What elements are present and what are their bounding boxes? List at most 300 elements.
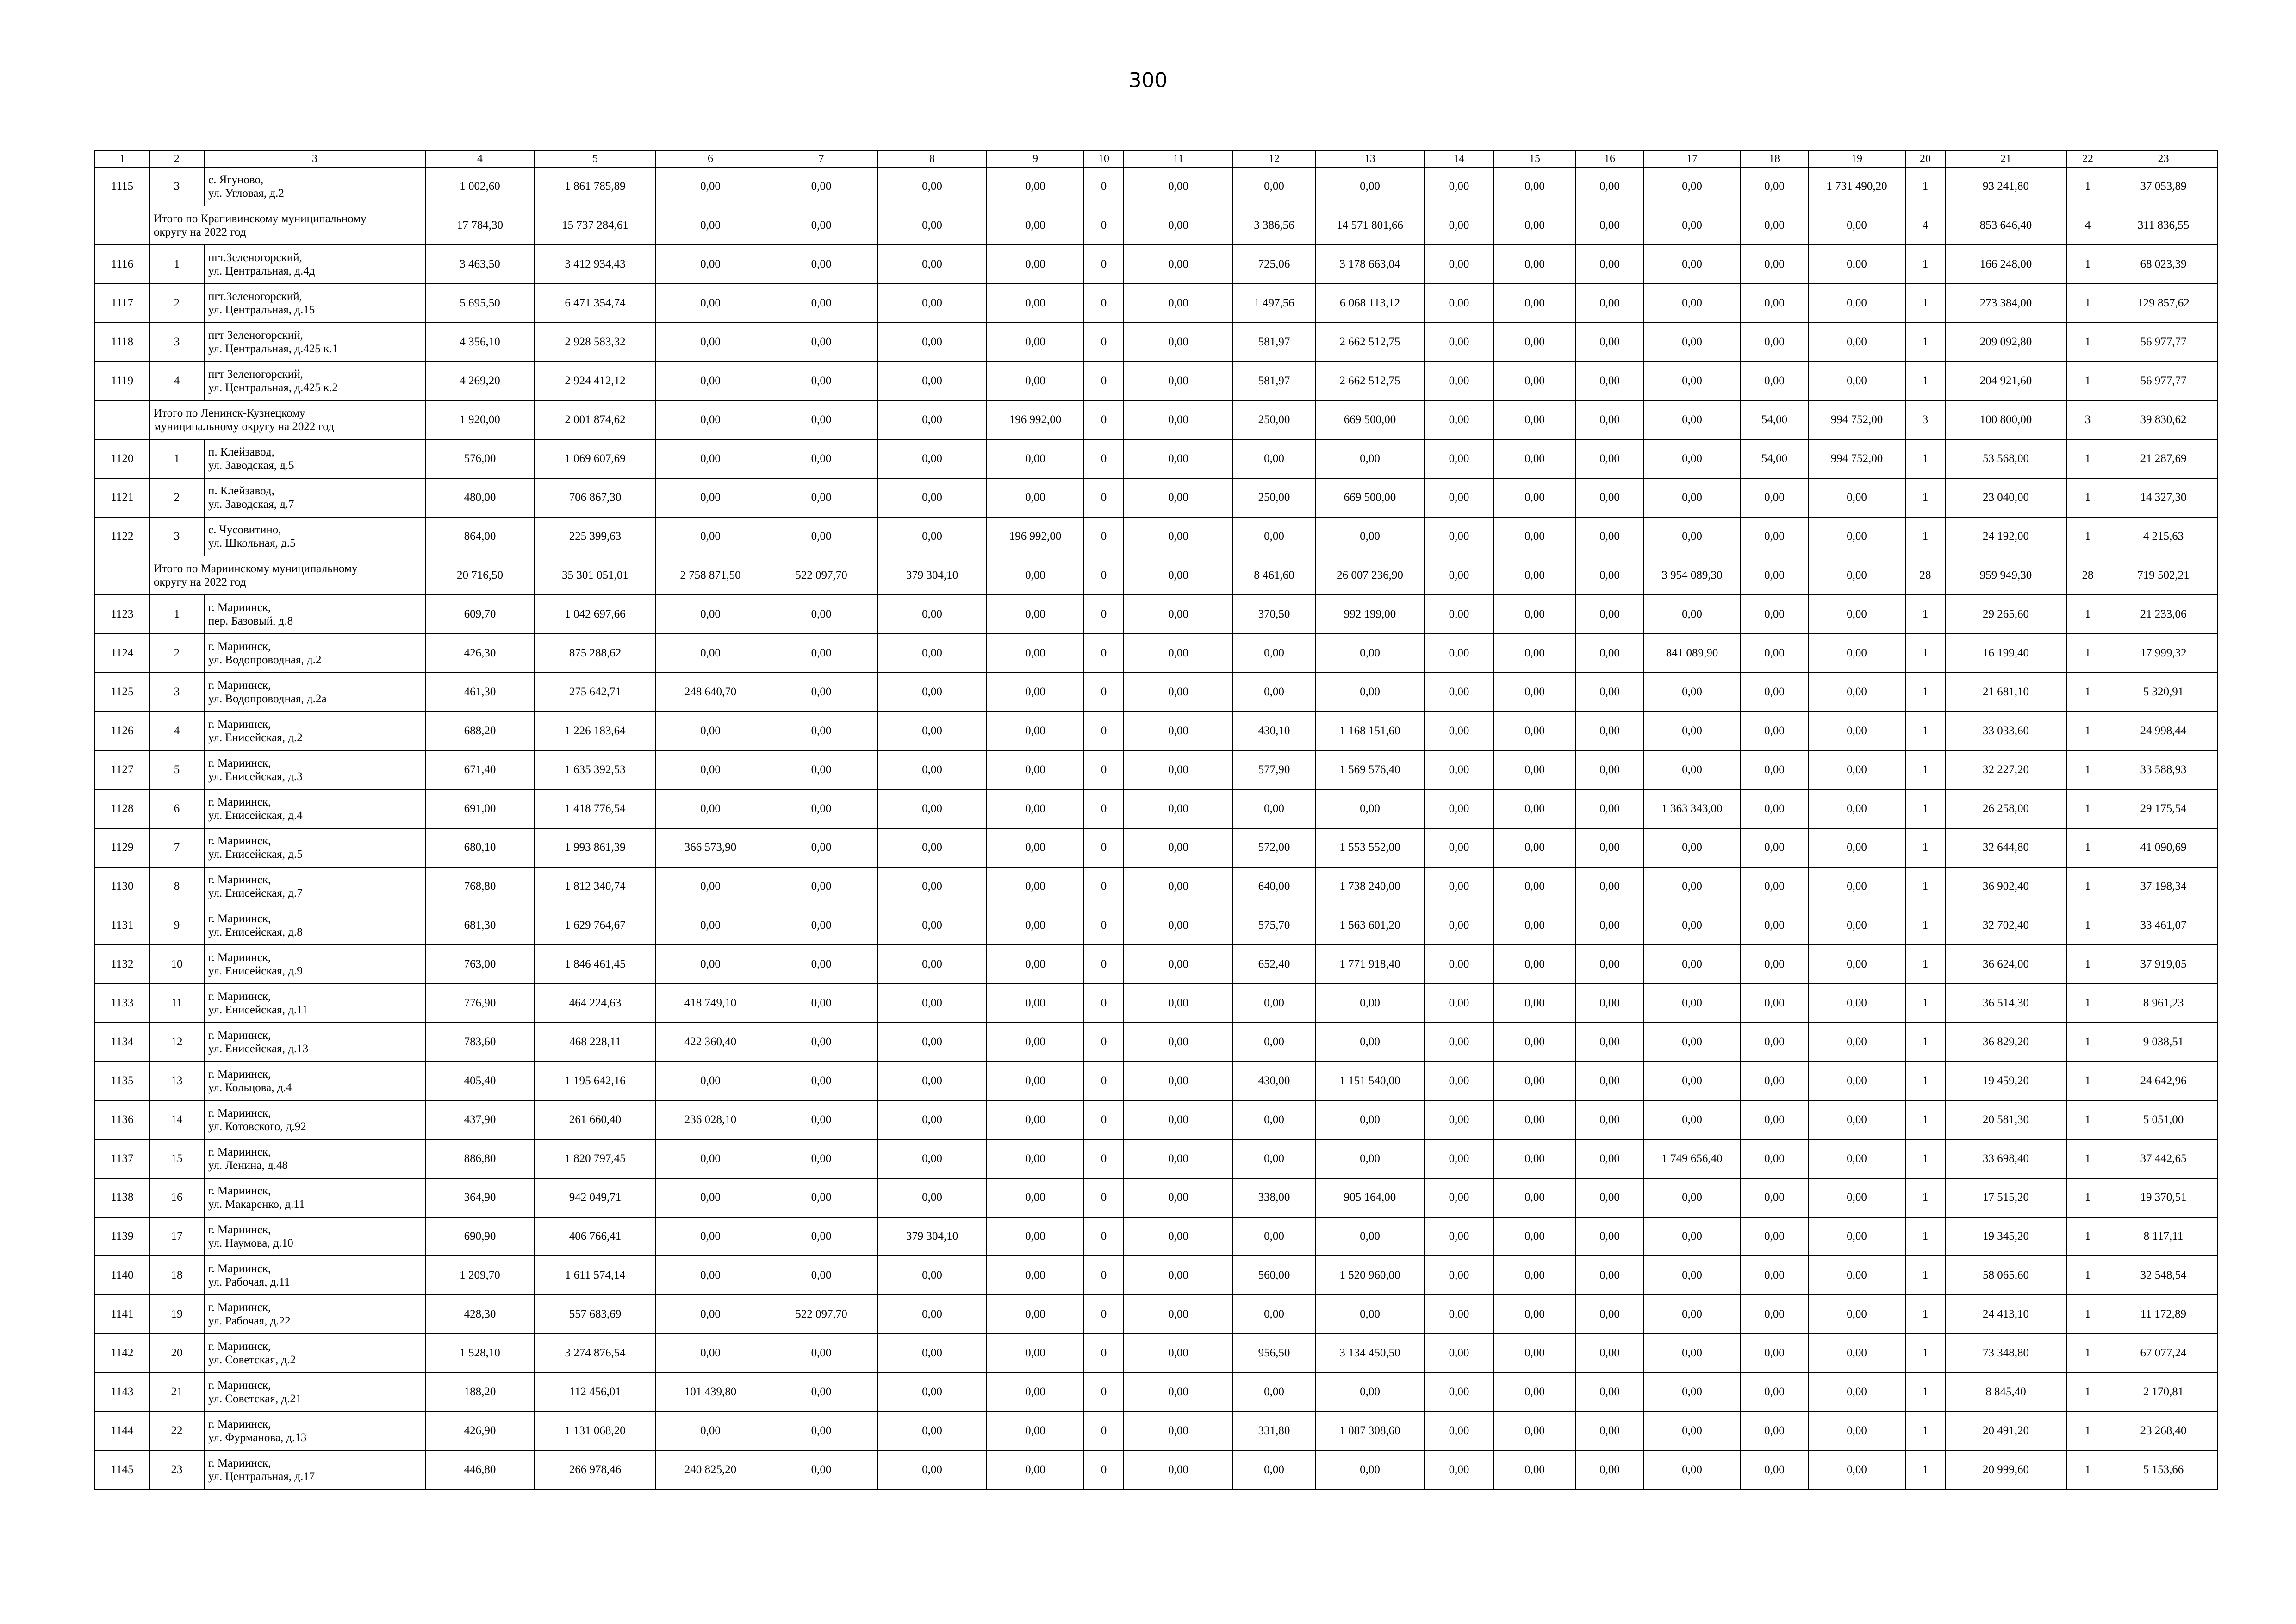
value-cell: 0,00: [1425, 1256, 1493, 1295]
value-cell: 581,97: [1233, 323, 1315, 362]
value-cell: 0,00: [1576, 362, 1643, 400]
value-cell: 1: [1905, 984, 1945, 1023]
table-row: [95, 828, 2218, 867]
value-cell: 0,00: [1233, 673, 1315, 712]
value-cell: 0,00: [1643, 984, 1741, 1023]
row-number-cell: 1: [149, 245, 204, 284]
value-cell: 0: [1084, 1100, 1124, 1139]
value-cell: 3 954 089,30: [1643, 556, 1741, 595]
value-cell: 1: [2066, 712, 2109, 750]
value-cell: 273 384,00: [1945, 284, 2066, 323]
value-cell: 1: [2066, 1450, 2109, 1489]
value-cell: 0: [1084, 1450, 1124, 1489]
value-cell: 0,00: [656, 1256, 765, 1295]
value-cell: 0,00: [987, 867, 1084, 906]
value-cell: 1 738 240,00: [1315, 867, 1425, 906]
value-cell: 0,00: [1233, 984, 1315, 1023]
value-cell: 776,90: [425, 984, 535, 1023]
header-row: [95, 150, 2218, 167]
value-cell: 572,00: [1233, 828, 1315, 867]
address-cell: [204, 984, 425, 1023]
value-cell: 379 304,10: [877, 1217, 987, 1256]
value-cell: 0,00: [765, 1178, 877, 1217]
address-line: пер. Базовый, д.8: [208, 615, 293, 627]
value-cell: 1: [1905, 750, 1945, 789]
value-cell: 1: [2066, 867, 2109, 906]
value-cell: 0,00: [1124, 478, 1233, 517]
value-cell: 0,00: [877, 1100, 987, 1139]
address-line: г. Мариинск,: [208, 951, 271, 964]
value-cell: 6 068 113,12: [1315, 284, 1425, 323]
value-cell: 33 698,40: [1945, 1139, 2066, 1178]
value-cell: 0,00: [765, 1412, 877, 1450]
row-number-cell: 16: [149, 1178, 204, 1217]
value-cell: 669 500,00: [1315, 478, 1425, 517]
value-cell: 4: [2066, 206, 2109, 245]
value-cell: 0,00: [1493, 673, 1576, 712]
value-cell: 0,00: [1576, 750, 1643, 789]
value-cell: 1: [2066, 517, 2109, 556]
value-cell: 3 274 876,54: [535, 1334, 656, 1373]
value-cell: 0,00: [1643, 167, 1741, 206]
value-cell: 1: [2066, 789, 2109, 828]
value-cell: 6 471 354,74: [535, 284, 656, 323]
column-header: 16: [1576, 150, 1643, 167]
address-line: пгт.Зеленогорский,: [208, 290, 302, 303]
table-row: [95, 1139, 2218, 1178]
address-cell: [204, 1178, 425, 1217]
row-id-cell: 1142: [95, 1334, 149, 1373]
value-cell: 0,00: [765, 478, 877, 517]
value-cell: 0,00: [877, 1139, 987, 1178]
table-row: [95, 750, 2218, 789]
value-cell: 37 919,05: [2109, 945, 2218, 984]
value-cell: 1: [1905, 362, 1945, 400]
value-cell: 0,00: [1808, 945, 1905, 984]
value-cell: 0,00: [1808, 984, 1905, 1023]
value-cell: 0,00: [1493, 1100, 1576, 1139]
row-number-cell: 3: [149, 323, 204, 362]
value-cell: 464 224,63: [535, 984, 656, 1023]
address-line: г. Мариинск,: [208, 640, 271, 653]
table-row: [95, 1217, 2218, 1256]
address-cell: [204, 1450, 425, 1489]
value-cell: 0,00: [1124, 945, 1233, 984]
value-cell: 0,00: [1315, 1450, 1425, 1489]
value-cell: 0,00: [1576, 1373, 1643, 1412]
address-line: пгт Зеленогорский,: [208, 329, 303, 342]
row-number-cell: 2: [149, 478, 204, 517]
value-cell: 1: [2066, 750, 2109, 789]
value-cell: 1: [1905, 1373, 1945, 1412]
value-cell: 0,00: [1643, 439, 1741, 478]
value-cell: 23 040,00: [1945, 478, 2066, 517]
column-header: 5: [535, 150, 656, 167]
address-line: ул. Макаренко, д.11: [208, 1198, 305, 1211]
value-cell: 1: [1905, 323, 1945, 362]
value-cell: 5 153,66: [2109, 1450, 2218, 1489]
value-cell: 0: [1084, 750, 1124, 789]
value-cell: 0,00: [1233, 1295, 1315, 1334]
value-cell: 8 461,60: [1233, 556, 1315, 595]
table-row: [95, 284, 2218, 323]
value-cell: 0,00: [1576, 712, 1643, 750]
value-cell: 557 683,69: [535, 1295, 656, 1334]
value-cell: 1: [2066, 906, 2109, 945]
value-cell: 430,10: [1233, 712, 1315, 750]
value-cell: 248 640,70: [656, 673, 765, 712]
value-cell: 0,00: [987, 634, 1084, 673]
value-cell: 0,00: [1124, 867, 1233, 906]
value-cell: 0,00: [1643, 1100, 1741, 1139]
value-cell: 0,00: [987, 673, 1084, 712]
value-cell: 1: [2066, 1256, 2109, 1295]
value-cell: 0,00: [656, 1139, 765, 1178]
address-line: г. Мариинск,: [208, 1340, 271, 1353]
value-cell: 0,00: [1315, 439, 1425, 478]
value-cell: 0,00: [765, 712, 877, 750]
value-cell: 0,00: [656, 1295, 765, 1334]
value-cell: 0,00: [656, 400, 765, 439]
value-cell: 1 611 574,14: [535, 1256, 656, 1295]
value-cell: 956,50: [1233, 1334, 1315, 1373]
value-cell: 0,00: [1808, 1373, 1905, 1412]
value-cell: 0,00: [1643, 1178, 1741, 1217]
value-cell: 100 800,00: [1945, 400, 2066, 439]
value-cell: 0,00: [1124, 1178, 1233, 1217]
value-cell: 0,00: [1493, 1450, 1576, 1489]
table-row: [95, 1062, 2218, 1100]
table-row: [95, 517, 2218, 556]
value-cell: 0,00: [987, 1062, 1084, 1100]
value-cell: 0,00: [877, 1334, 987, 1373]
value-cell: 17 784,30: [425, 206, 535, 245]
value-cell: 0,00: [877, 439, 987, 478]
value-cell: 1: [1905, 1139, 1945, 1178]
value-cell: 0,00: [1643, 517, 1741, 556]
value-cell: 0,00: [765, 1334, 877, 1373]
value-cell: 0,00: [656, 245, 765, 284]
value-cell: 1 002,60: [425, 167, 535, 206]
address-line: ул. Енисейская, д.8: [208, 926, 303, 938]
value-cell: 0,00: [1124, 750, 1233, 789]
column-header: 12: [1233, 150, 1315, 167]
value-cell: 1: [2066, 1178, 2109, 1217]
address-line: ул. Советская, д.2: [208, 1354, 296, 1366]
subtotal-label-line: муниципальному округу на 2022 год: [154, 420, 334, 433]
value-cell: 0,00: [1808, 828, 1905, 867]
value-cell: 0,00: [1233, 439, 1315, 478]
value-cell: 0,00: [1124, 1217, 1233, 1256]
value-cell: 1: [2066, 1412, 2109, 1450]
value-cell: 0,00: [877, 1373, 987, 1412]
value-cell: 0,00: [987, 556, 1084, 595]
value-cell: 0,00: [656, 1412, 765, 1450]
address-cell: [204, 245, 425, 284]
value-cell: 1: [2066, 1295, 2109, 1334]
value-cell: 0,00: [987, 323, 1084, 362]
value-cell: 0,00: [1808, 323, 1905, 362]
address-cell: [204, 517, 425, 556]
row-number-cell: 3: [149, 167, 204, 206]
value-cell: 0: [1084, 634, 1124, 673]
address-line: ул. Рабочая, д.22: [208, 1315, 291, 1327]
value-cell: 21 287,69: [2109, 439, 2218, 478]
value-cell: 1 731 490,20: [1808, 167, 1905, 206]
value-cell: 3 134 450,50: [1315, 1334, 1425, 1373]
value-cell: 0,00: [1741, 556, 1808, 595]
value-cell: 0,00: [877, 1256, 987, 1295]
value-cell: 28: [1905, 556, 1945, 595]
address-line: п. Клейзавод,: [208, 485, 274, 497]
value-cell: 15 737 284,61: [535, 206, 656, 245]
value-cell: 0,00: [1124, 828, 1233, 867]
value-cell: 0: [1084, 1412, 1124, 1450]
value-cell: 1: [1905, 1062, 1945, 1100]
value-cell: 1: [1905, 1295, 1945, 1334]
value-cell: 11 172,89: [2109, 1295, 2218, 1334]
value-cell: 1: [1905, 1450, 1945, 1489]
column-header: 2: [149, 150, 204, 167]
value-cell: 1 820 797,45: [535, 1139, 656, 1178]
value-cell: 0,00: [1576, 517, 1643, 556]
value-cell: 0,00: [1124, 673, 1233, 712]
address-line: ул. Центральная, д.425 к.1: [208, 343, 338, 355]
value-cell: 0: [1084, 789, 1124, 828]
value-cell: 560,00: [1233, 1256, 1315, 1295]
value-cell: 0,00: [656, 439, 765, 478]
value-cell: 4 215,63: [2109, 517, 2218, 556]
value-cell: 0: [1084, 167, 1124, 206]
column-header: 4: [425, 150, 535, 167]
value-cell: 16 199,40: [1945, 634, 2066, 673]
value-cell: 405,40: [425, 1062, 535, 1100]
value-cell: 1 151 540,00: [1315, 1062, 1425, 1100]
value-cell: 0: [1084, 245, 1124, 284]
address-line: г. Мариинск,: [208, 1185, 271, 1197]
row-id-cell: 1134: [95, 1023, 149, 1062]
value-cell: 225 399,63: [535, 517, 656, 556]
value-cell: 26 258,00: [1945, 789, 2066, 828]
value-cell: 0,00: [765, 1373, 877, 1412]
value-cell: 0,00: [656, 206, 765, 245]
value-cell: 719 502,21: [2109, 556, 2218, 595]
value-cell: 0,00: [1124, 167, 1233, 206]
address-line: ул. Водопроводная, д.2а: [208, 693, 327, 705]
address-line: ул. Заводская, д.7: [208, 498, 294, 511]
address-line: г. Мариинск,: [208, 757, 271, 769]
value-cell: 0,00: [987, 945, 1084, 984]
subtotal-row: [95, 556, 2218, 595]
value-cell: 0,00: [1576, 1450, 1643, 1489]
value-cell: 32 548,54: [2109, 1256, 2218, 1295]
value-cell: 35 301 051,01: [535, 556, 656, 595]
value-cell: 0,00: [656, 323, 765, 362]
address-cell: [204, 945, 425, 984]
value-cell: 0,00: [987, 789, 1084, 828]
value-cell: 422 360,40: [656, 1023, 765, 1062]
value-cell: 0,00: [1124, 284, 1233, 323]
value-cell: 0,00: [656, 1217, 765, 1256]
value-cell: 0,00: [1643, 400, 1741, 439]
value-cell: 1: [2066, 478, 2109, 517]
value-cell: 0,00: [1124, 1373, 1233, 1412]
value-cell: 0,00: [1741, 517, 1808, 556]
address-cell: [204, 439, 425, 478]
value-cell: 37 198,34: [2109, 867, 2218, 906]
address-line: ул. Енисейская, д.13: [208, 1043, 309, 1055]
value-cell: 1 993 861,39: [535, 828, 656, 867]
value-cell: 0,00: [1233, 1373, 1315, 1412]
row-number-cell: 22: [149, 1412, 204, 1450]
value-cell: 36 902,40: [1945, 867, 2066, 906]
table-row: [95, 673, 2218, 712]
value-cell: 0,00: [1576, 867, 1643, 906]
row-id-cell: 1140: [95, 1256, 149, 1295]
value-cell: 36 624,00: [1945, 945, 2066, 984]
value-cell: 0,00: [1643, 906, 1741, 945]
row-id-cell: 1115: [95, 167, 149, 206]
value-cell: 0: [1084, 1373, 1124, 1412]
value-cell: 196 992,00: [987, 517, 1084, 556]
value-cell: 0,00: [1425, 362, 1493, 400]
value-cell: 426,30: [425, 634, 535, 673]
value-cell: 101 439,80: [656, 1373, 765, 1412]
value-cell: 0,00: [987, 1100, 1084, 1139]
value-cell: 3: [2066, 400, 2109, 439]
value-cell: 0,00: [1576, 789, 1643, 828]
address-line: ул. Центральная, д.4д: [208, 265, 315, 277]
value-cell: 33 033,60: [1945, 712, 2066, 750]
value-cell: 24 642,96: [2109, 1062, 2218, 1100]
value-cell: 1 195 642,16: [535, 1062, 656, 1100]
value-cell: 446,80: [425, 1450, 535, 1489]
value-cell: 428,30: [425, 1295, 535, 1334]
row-id-cell: 1126: [95, 712, 149, 750]
value-cell: 0,00: [1124, 206, 1233, 245]
value-cell: 0,00: [1124, 1450, 1233, 1489]
value-cell: 0,00: [1576, 1178, 1643, 1217]
value-cell: 0: [1084, 906, 1124, 945]
value-cell: 0,00: [1233, 517, 1315, 556]
value-cell: 725,06: [1233, 245, 1315, 284]
value-cell: 0,00: [1576, 478, 1643, 517]
value-cell: 0,00: [1124, 1256, 1233, 1295]
address-cell: [204, 789, 425, 828]
address-line: г. Мариинск,: [208, 874, 271, 886]
value-cell: 0,00: [877, 206, 987, 245]
value-cell: 0,00: [1643, 1373, 1741, 1412]
value-cell: 0: [1084, 323, 1124, 362]
value-cell: 0,00: [1425, 1062, 1493, 1100]
value-cell: 0,00: [987, 478, 1084, 517]
value-cell: 1 771 918,40: [1315, 945, 1425, 984]
subtotal-label-line: Итого по Крапивинскому муниципальному: [154, 212, 367, 225]
value-cell: 994 752,00: [1808, 400, 1905, 439]
value-cell: 690,90: [425, 1217, 535, 1256]
value-cell: 0,00: [1493, 1023, 1576, 1062]
table-row: [95, 634, 2218, 673]
value-cell: 1: [1905, 284, 1945, 323]
value-cell: 2 928 583,32: [535, 323, 656, 362]
value-cell: 886,80: [425, 1139, 535, 1178]
column-header: 6: [656, 150, 765, 167]
value-cell: 0,00: [1425, 1295, 1493, 1334]
value-cell: 0,00: [1741, 1139, 1808, 1178]
row-number-cell: 14: [149, 1100, 204, 1139]
value-cell: 2 924 412,12: [535, 362, 656, 400]
value-cell: 20 999,60: [1945, 1450, 2066, 1489]
value-cell: 0,00: [1576, 1334, 1643, 1373]
value-cell: 0,00: [877, 478, 987, 517]
address-line: ул. Енисейская, д.9: [208, 965, 303, 977]
value-cell: 0,00: [656, 478, 765, 517]
value-cell: 418 749,10: [656, 984, 765, 1023]
value-cell: 0,00: [987, 1373, 1084, 1412]
address-line: г. Мариинск,: [208, 912, 271, 925]
row-id-cell: 1139: [95, 1217, 149, 1256]
value-cell: 0,00: [1493, 400, 1576, 439]
value-cell: 0,00: [1233, 1139, 1315, 1178]
value-cell: 0,00: [1643, 245, 1741, 284]
value-cell: 0,00: [1741, 206, 1808, 245]
subtotal-label-cell: [149, 206, 425, 245]
table-row: [95, 1295, 2218, 1334]
value-cell: 652,40: [1233, 945, 1315, 984]
value-cell: 0,00: [877, 1295, 987, 1334]
value-cell: 54,00: [1741, 400, 1808, 439]
value-cell: 1: [1905, 828, 1945, 867]
value-cell: 0,00: [1576, 1100, 1643, 1139]
value-cell: 609,70: [425, 595, 535, 634]
row-id-cell: [95, 556, 149, 595]
value-cell: 0,00: [1643, 1023, 1741, 1062]
value-cell: 0,00: [987, 1450, 1084, 1489]
row-id-cell: 1123: [95, 595, 149, 634]
value-cell: 1: [1905, 789, 1945, 828]
value-cell: 0,00: [877, 1450, 987, 1489]
value-cell: 0,00: [1425, 284, 1493, 323]
value-cell: 0,00: [1233, 1217, 1315, 1256]
row-id-cell: 1143: [95, 1373, 149, 1412]
value-cell: 0: [1084, 1062, 1124, 1100]
value-cell: 0,00: [1576, 439, 1643, 478]
value-cell: 0: [1084, 1256, 1124, 1295]
address-line: г. Мариинск,: [208, 835, 271, 847]
value-cell: 0,00: [1808, 517, 1905, 556]
value-cell: 864,00: [425, 517, 535, 556]
value-cell: 166 248,00: [1945, 245, 2066, 284]
address-cell: [204, 673, 425, 712]
address-line: г. Мариинск,: [208, 601, 271, 614]
value-cell: 0,00: [1741, 1450, 1808, 1489]
value-cell: 0,00: [765, 867, 877, 906]
value-cell: 0,00: [1425, 789, 1493, 828]
value-cell: 0,00: [656, 945, 765, 984]
value-cell: 426,90: [425, 1412, 535, 1450]
value-cell: 0,00: [1493, 750, 1576, 789]
value-cell: 1 861 785,89: [535, 167, 656, 206]
value-cell: 0,00: [1124, 1139, 1233, 1178]
address-cell: [204, 1334, 425, 1373]
value-cell: 0,00: [1493, 478, 1576, 517]
value-cell: 0,00: [656, 1178, 765, 1217]
value-cell: 21 233,06: [2109, 595, 2218, 634]
value-cell: 0,00: [987, 206, 1084, 245]
value-cell: 0: [1084, 867, 1124, 906]
value-cell: 1: [1905, 439, 1945, 478]
value-cell: 3: [1905, 400, 1945, 439]
